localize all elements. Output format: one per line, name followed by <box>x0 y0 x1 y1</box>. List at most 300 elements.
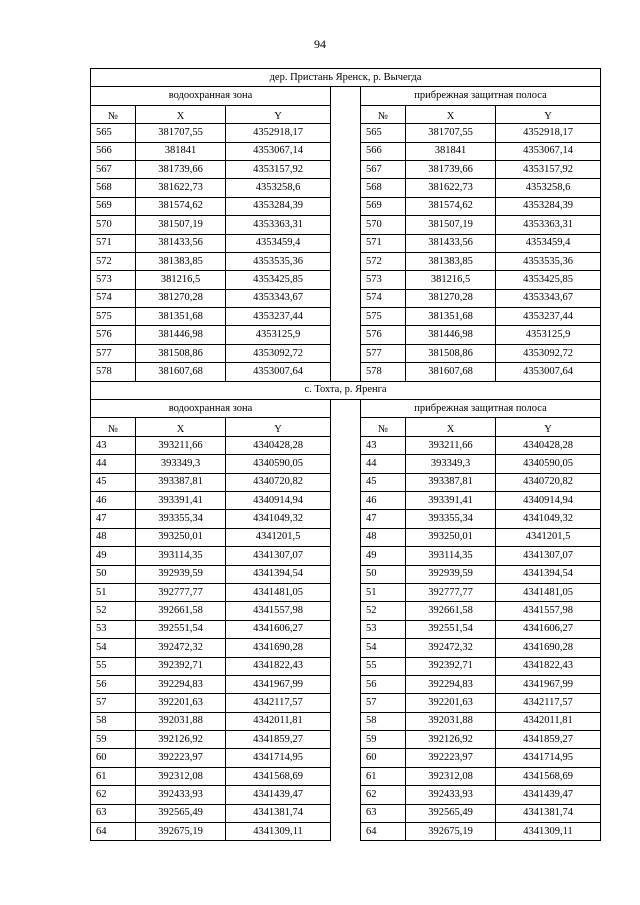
header-col-no: № <box>91 105 136 123</box>
x-coordinate: 392201,63 <box>406 694 496 712</box>
x-coordinate: 393114,35 <box>406 547 496 565</box>
x-coordinate: 381574,62 <box>136 197 226 215</box>
column-gap <box>331 124 361 142</box>
table-row <box>91 326 601 344</box>
point-number: 50 <box>361 565 406 583</box>
x-coordinate: 393391,41 <box>136 491 226 509</box>
water-protection-zone-title: водоохранная зона <box>91 87 331 105</box>
y-coordinate: 4340428,28 <box>226 436 331 454</box>
x-coordinate: 393114,35 <box>136 547 226 565</box>
x-coordinate: 381351,68 <box>406 308 496 326</box>
y-coordinate: 4341859,27 <box>496 731 601 749</box>
point-number: 50 <box>91 565 136 583</box>
x-coordinate: 381574,62 <box>406 197 496 215</box>
x-coordinate: 392777,77 <box>406 583 496 601</box>
y-coordinate: 4341394,54 <box>226 565 331 583</box>
y-coordinate: 4353535,36 <box>496 252 601 270</box>
column-gap <box>331 400 361 418</box>
point-number: 45 <box>361 473 406 491</box>
point-number: 46 <box>361 491 406 509</box>
x-coordinate: 381507,19 <box>136 216 226 234</box>
column-gap <box>331 712 361 730</box>
x-coordinate: 381433,56 <box>406 234 496 252</box>
y-coordinate: 4353092,72 <box>496 344 601 362</box>
y-coordinate: 4341606,27 <box>496 620 601 638</box>
column-gap <box>331 731 361 749</box>
x-coordinate: 392675,19 <box>406 823 496 841</box>
column-gap <box>331 657 361 675</box>
x-coordinate: 381841 <box>406 142 496 160</box>
column-header-row <box>91 418 601 436</box>
point-number: 44 <box>361 455 406 473</box>
table-row <box>91 749 601 767</box>
header-col-y: Y <box>226 418 331 436</box>
y-coordinate: 4341201,5 <box>226 528 331 546</box>
y-coordinate: 4353284,39 <box>226 197 331 215</box>
point-number: 568 <box>91 179 136 197</box>
point-number: 566 <box>91 142 136 160</box>
column-gap <box>331 216 361 234</box>
table-row <box>91 565 601 583</box>
x-coordinate: 381383,85 <box>406 252 496 270</box>
point-number: 54 <box>91 639 136 657</box>
x-coordinate: 381607,68 <box>136 363 226 381</box>
y-coordinate: 4341822,43 <box>226 657 331 675</box>
column-gap <box>331 326 361 344</box>
y-coordinate: 4353125,9 <box>226 326 331 344</box>
point-number: 55 <box>361 657 406 675</box>
x-coordinate: 381508,86 <box>136 344 226 362</box>
table-row <box>91 804 601 822</box>
table-row <box>91 197 601 215</box>
y-coordinate: 4353343,67 <box>496 289 601 307</box>
y-coordinate: 4342117,57 <box>496 694 601 712</box>
y-coordinate: 4353284,39 <box>496 197 601 215</box>
column-gap <box>331 767 361 785</box>
x-coordinate: 392472,32 <box>136 639 226 657</box>
x-coordinate: 392223,97 <box>406 749 496 767</box>
column-gap <box>331 804 361 822</box>
header-col-x: X <box>406 105 496 123</box>
x-coordinate: 381622,73 <box>406 179 496 197</box>
header-col-no: № <box>91 418 136 436</box>
point-number: 575 <box>361 308 406 326</box>
point-number: 51 <box>361 583 406 601</box>
point-number: 575 <box>91 308 136 326</box>
point-number: 52 <box>361 602 406 620</box>
column-gap <box>331 491 361 509</box>
y-coordinate: 4353459,4 <box>226 234 331 252</box>
y-coordinate: 4341481,05 <box>496 583 601 601</box>
table-row <box>91 179 601 197</box>
point-number: 577 <box>91 344 136 362</box>
table-row <box>91 510 601 528</box>
y-coordinate: 4353425,85 <box>496 271 601 289</box>
point-number: 566 <box>361 142 406 160</box>
y-coordinate: 4353157,92 <box>496 160 601 178</box>
column-gap <box>331 823 361 841</box>
x-coordinate: 393349,3 <box>136 455 226 473</box>
point-number: 45 <box>91 473 136 491</box>
y-coordinate: 4353067,14 <box>496 142 601 160</box>
x-coordinate: 392031,88 <box>406 712 496 730</box>
point-number: 64 <box>361 823 406 841</box>
point-number: 57 <box>361 694 406 712</box>
table-row <box>91 712 601 730</box>
header-col-x: X <box>406 418 496 436</box>
column-gap <box>331 179 361 197</box>
column-gap <box>331 473 361 491</box>
point-number: 51 <box>91 583 136 601</box>
y-coordinate: 4341439,47 <box>226 786 331 804</box>
y-coordinate: 4341714,95 <box>496 749 601 767</box>
y-coordinate: 4342011,81 <box>226 712 331 730</box>
point-number: 572 <box>361 252 406 270</box>
x-coordinate: 381216,5 <box>136 271 226 289</box>
y-coordinate: 4353258,6 <box>226 179 331 197</box>
point-number: 49 <box>361 547 406 565</box>
column-gap <box>331 142 361 160</box>
header-col-x: X <box>136 418 226 436</box>
point-number: 52 <box>91 602 136 620</box>
point-number: 59 <box>361 731 406 749</box>
point-number: 57 <box>91 694 136 712</box>
water-protection-zone-title: водоохранная зона <box>91 400 331 418</box>
y-coordinate: 4352918,17 <box>496 124 601 142</box>
point-number: 569 <box>91 197 136 215</box>
y-coordinate: 4353343,67 <box>226 289 331 307</box>
header-col-no: № <box>361 105 406 123</box>
point-number: 574 <box>361 289 406 307</box>
x-coordinate: 381507,19 <box>406 216 496 234</box>
section-title-row <box>91 69 601 87</box>
table-row <box>91 639 601 657</box>
table-row <box>91 657 601 675</box>
x-coordinate: 381607,68 <box>406 363 496 381</box>
y-coordinate: 4341049,32 <box>496 510 601 528</box>
column-gap <box>331 602 361 620</box>
point-number: 62 <box>91 786 136 804</box>
x-coordinate: 393211,66 <box>136 436 226 454</box>
point-number: 574 <box>91 289 136 307</box>
x-coordinate: 392392,71 <box>406 657 496 675</box>
point-number: 578 <box>361 363 406 381</box>
x-coordinate: 381622,73 <box>136 179 226 197</box>
header-col-y: Y <box>496 418 601 436</box>
x-coordinate: 392312,08 <box>136 767 226 785</box>
y-coordinate: 4341568,69 <box>496 767 601 785</box>
point-number: 54 <box>361 639 406 657</box>
coastal-strip-title: прибрежная защитная полоса <box>361 87 601 105</box>
point-number: 576 <box>91 326 136 344</box>
table-row <box>91 234 601 252</box>
y-coordinate: 4341381,74 <box>226 804 331 822</box>
table-row <box>91 124 601 142</box>
x-coordinate: 392294,83 <box>136 675 226 693</box>
table-row <box>91 528 601 546</box>
x-coordinate: 392661,58 <box>406 602 496 620</box>
table-row <box>91 363 601 381</box>
x-coordinate: 392472,32 <box>406 639 496 657</box>
table-row <box>91 160 601 178</box>
column-gap <box>331 344 361 362</box>
y-coordinate: 4341690,28 <box>226 639 331 657</box>
point-number: 47 <box>91 510 136 528</box>
x-coordinate: 393387,81 <box>406 473 496 491</box>
x-coordinate: 392433,93 <box>136 786 226 804</box>
header-col-y: Y <box>226 105 331 123</box>
y-coordinate: 4341714,95 <box>226 749 331 767</box>
y-coordinate: 4341394,54 <box>496 565 601 583</box>
point-number: 56 <box>361 675 406 693</box>
x-coordinate: 381383,85 <box>136 252 226 270</box>
x-coordinate: 381707,55 <box>406 124 496 142</box>
column-gap <box>331 694 361 712</box>
column-gap <box>331 675 361 693</box>
table-row <box>91 344 601 362</box>
column-gap <box>331 455 361 473</box>
point-number: 53 <box>361 620 406 638</box>
x-coordinate: 381707,55 <box>136 124 226 142</box>
table-row <box>91 731 601 749</box>
point-number: 43 <box>361 436 406 454</box>
y-coordinate: 4340914,94 <box>226 491 331 509</box>
coastal-strip-title: прибрежная защитная полоса <box>361 400 601 418</box>
point-number: 58 <box>91 712 136 730</box>
point-number: 46 <box>91 491 136 509</box>
point-number: 572 <box>91 252 136 270</box>
x-coordinate: 381270,28 <box>406 289 496 307</box>
point-number: 570 <box>91 216 136 234</box>
x-coordinate: 381739,66 <box>136 160 226 178</box>
column-gap <box>331 547 361 565</box>
column-gap <box>331 289 361 307</box>
x-coordinate: 393211,66 <box>406 436 496 454</box>
y-coordinate: 4341049,32 <box>226 510 331 528</box>
point-number: 43 <box>91 436 136 454</box>
column-gap <box>331 271 361 289</box>
point-number: 61 <box>91 767 136 785</box>
y-coordinate: 4353092,72 <box>226 344 331 362</box>
y-coordinate: 4341309,11 <box>496 823 601 841</box>
x-coordinate: 381739,66 <box>406 160 496 178</box>
header-col-no: № <box>361 418 406 436</box>
y-coordinate: 4353237,44 <box>226 308 331 326</box>
column-gap <box>331 510 361 528</box>
point-number: 571 <box>361 234 406 252</box>
y-coordinate: 4340590,05 <box>226 455 331 473</box>
x-coordinate: 381433,56 <box>136 234 226 252</box>
column-gap <box>331 105 361 123</box>
y-coordinate: 4341822,43 <box>496 657 601 675</box>
column-gap <box>331 234 361 252</box>
y-coordinate: 4341309,11 <box>226 823 331 841</box>
column-gap <box>331 749 361 767</box>
y-coordinate: 4353007,64 <box>226 363 331 381</box>
x-coordinate: 393250,01 <box>406 528 496 546</box>
point-number: 49 <box>91 547 136 565</box>
table-row <box>91 602 601 620</box>
zone-title-row <box>91 87 601 105</box>
column-gap <box>331 363 361 381</box>
y-coordinate: 4341967,99 <box>496 675 601 693</box>
section-title: дер. Пристань Яренск, р. Вычегда <box>91 69 601 87</box>
y-coordinate: 4342011,81 <box>496 712 601 730</box>
table-row <box>91 547 601 565</box>
table-row <box>91 142 601 160</box>
y-coordinate: 4341557,98 <box>226 602 331 620</box>
x-coordinate: 381446,98 <box>406 326 496 344</box>
y-coordinate: 4341606,27 <box>226 620 331 638</box>
point-number: 64 <box>91 823 136 841</box>
point-number: 47 <box>361 510 406 528</box>
table-row <box>91 767 601 785</box>
column-gap <box>331 639 361 657</box>
y-coordinate: 4340720,82 <box>496 473 601 491</box>
point-number: 577 <box>361 344 406 362</box>
y-coordinate: 4353535,36 <box>226 252 331 270</box>
y-coordinate: 4341557,98 <box>496 602 601 620</box>
column-gap <box>331 620 361 638</box>
x-coordinate: 381216,5 <box>406 271 496 289</box>
y-coordinate: 4341967,99 <box>226 675 331 693</box>
table-row <box>91 473 601 491</box>
column-gap <box>331 565 361 583</box>
point-number: 55 <box>91 657 136 675</box>
y-coordinate: 4341307,07 <box>496 547 601 565</box>
column-gap <box>331 786 361 804</box>
column-gap <box>331 308 361 326</box>
x-coordinate: 381841 <box>136 142 226 160</box>
table-row <box>91 436 601 454</box>
table-row <box>91 786 601 804</box>
y-coordinate: 4341439,47 <box>496 786 601 804</box>
x-coordinate: 393355,34 <box>406 510 496 528</box>
table-row <box>91 694 601 712</box>
page-number: 94 <box>314 37 326 51</box>
column-gap <box>331 87 361 105</box>
point-number: 571 <box>91 234 136 252</box>
x-coordinate: 392565,49 <box>406 804 496 822</box>
point-number: 59 <box>91 731 136 749</box>
point-number: 62 <box>361 786 406 804</box>
y-coordinate: 4341859,27 <box>226 731 331 749</box>
y-coordinate: 4341481,05 <box>226 583 331 601</box>
y-coordinate: 4353125,9 <box>496 326 601 344</box>
point-number: 565 <box>361 124 406 142</box>
x-coordinate: 381270,28 <box>136 289 226 307</box>
x-coordinate: 392312,08 <box>406 767 496 785</box>
x-coordinate: 392551,54 <box>406 620 496 638</box>
x-coordinate: 392675,19 <box>136 823 226 841</box>
header-col-y: Y <box>496 105 601 123</box>
x-coordinate: 392661,58 <box>136 602 226 620</box>
zone-title-row <box>91 400 601 418</box>
table-row <box>91 216 601 234</box>
point-number: 56 <box>91 675 136 693</box>
table-row <box>91 308 601 326</box>
x-coordinate: 392433,93 <box>406 786 496 804</box>
table-row <box>91 455 601 473</box>
point-number: 44 <box>91 455 136 473</box>
x-coordinate: 392294,83 <box>406 675 496 693</box>
point-number: 60 <box>361 749 406 767</box>
x-coordinate: 393349,3 <box>406 455 496 473</box>
column-gap <box>331 418 361 436</box>
header-col-x: X <box>136 105 226 123</box>
point-number: 48 <box>361 528 406 546</box>
point-number: 568 <box>361 179 406 197</box>
y-coordinate: 4341307,07 <box>226 547 331 565</box>
y-coordinate: 4353425,85 <box>226 271 331 289</box>
point-number: 565 <box>91 124 136 142</box>
x-coordinate: 392126,92 <box>136 731 226 749</box>
x-coordinate: 392939,59 <box>136 565 226 583</box>
section-title-row <box>91 381 601 399</box>
point-number: 567 <box>361 160 406 178</box>
x-coordinate: 392777,77 <box>136 583 226 601</box>
point-number: 573 <box>361 271 406 289</box>
table-row <box>91 583 601 601</box>
y-coordinate: 4353007,64 <box>496 363 601 381</box>
point-number: 63 <box>361 804 406 822</box>
column-header-row <box>91 105 601 123</box>
y-coordinate: 4353237,44 <box>496 308 601 326</box>
x-coordinate: 393250,01 <box>136 528 226 546</box>
point-number: 576 <box>361 326 406 344</box>
x-coordinate: 392031,88 <box>136 712 226 730</box>
point-number: 53 <box>91 620 136 638</box>
section-title: с. Тохта, р. Яренга <box>91 381 601 399</box>
x-coordinate: 392551,54 <box>136 620 226 638</box>
coordinates-table <box>90 68 601 841</box>
column-gap <box>331 160 361 178</box>
table-row <box>91 823 601 841</box>
y-coordinate: 4341201,5 <box>496 528 601 546</box>
y-coordinate: 4353157,92 <box>226 160 331 178</box>
x-coordinate: 392392,71 <box>136 657 226 675</box>
column-gap <box>331 197 361 215</box>
point-number: 60 <box>91 749 136 767</box>
y-coordinate: 4353459,4 <box>496 234 601 252</box>
column-gap <box>331 436 361 454</box>
x-coordinate: 392201,63 <box>136 694 226 712</box>
x-coordinate: 393355,34 <box>136 510 226 528</box>
y-coordinate: 4341690,28 <box>496 639 601 657</box>
y-coordinate: 4352918,17 <box>226 124 331 142</box>
y-coordinate: 4340720,82 <box>226 473 331 491</box>
table-row <box>91 289 601 307</box>
point-number: 58 <box>361 712 406 730</box>
point-number: 48 <box>91 528 136 546</box>
x-coordinate: 392126,92 <box>406 731 496 749</box>
point-number: 61 <box>361 767 406 785</box>
x-coordinate: 392939,59 <box>406 565 496 583</box>
y-coordinate: 4340428,28 <box>496 436 601 454</box>
x-coordinate: 392565,49 <box>136 804 226 822</box>
point-number: 569 <box>361 197 406 215</box>
y-coordinate: 4353258,6 <box>496 179 601 197</box>
table-row <box>91 491 601 509</box>
x-coordinate: 392223,97 <box>136 749 226 767</box>
y-coordinate: 4353363,31 <box>496 216 601 234</box>
y-coordinate: 4341381,74 <box>496 804 601 822</box>
point-number: 570 <box>361 216 406 234</box>
x-coordinate: 393387,81 <box>136 473 226 491</box>
table-row <box>91 252 601 270</box>
column-gap <box>331 528 361 546</box>
y-coordinate: 4341568,69 <box>226 767 331 785</box>
